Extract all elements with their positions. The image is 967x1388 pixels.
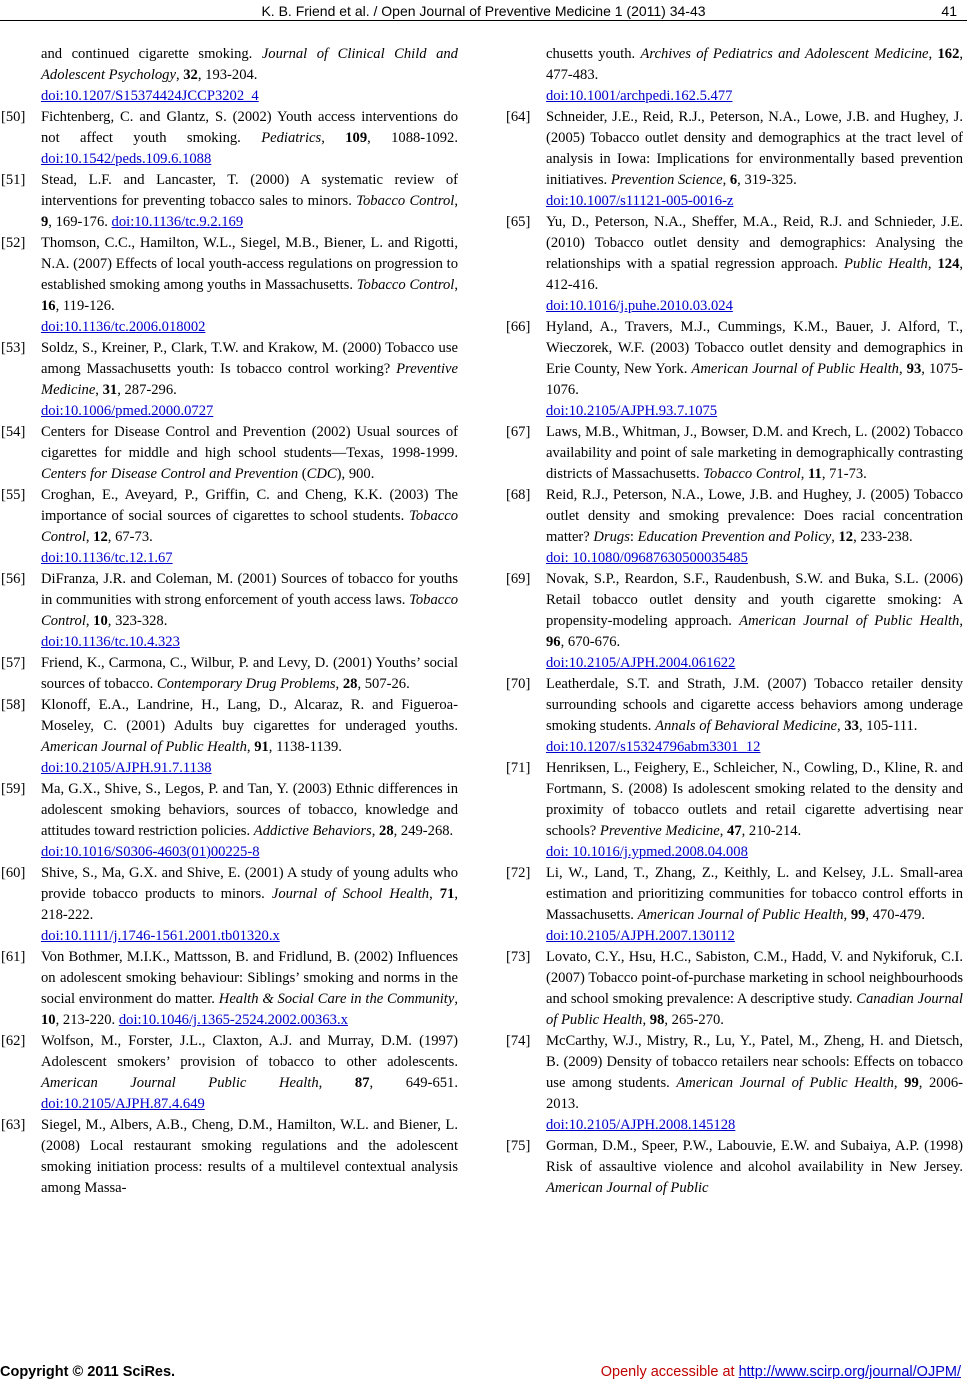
reference-number: [75] [506,1138,531,1154]
reference-text: Croghan, E., Aveyard, P., Griffin, C. and Cheng, K.K. (2003) The importance of social sources of cigarettes to school students. Tobacco Control, 12, 67-73. [41,487,458,545]
reference-entry [1,233,458,338]
open-access-prefix: Openly accessible at [600,1364,739,1380]
reference-entry [506,422,963,485]
reference-text: Reid, R.J., Peterson, N.A., Lowe, J.B. and Hughey, J. (2005) Tobacco outlet density and smoking prevalence: Does racial concentration matter? Drugs: Education Prevention and Policy, 12, 233-238. [546,487,963,545]
header-rule [0,20,967,21]
reference-entry [506,317,963,422]
reference-column-right [506,44,964,1199]
reference-number: [57] [1,655,26,671]
reference-entry [1,653,458,695]
reference-entry [506,1031,963,1136]
doi-link[interactable]: doi:10.1016/S0306-4603(01)00225-8 [41,844,260,860]
reference-number: [58] [1,697,26,713]
reference-entry [6,44,458,107]
reference-text: chusetts youth. Archives of Pediatrics and Adolescent Medicine, 162, 477-483. [546,46,964,83]
reference-number: [74] [506,1033,531,1049]
reference-entry [506,485,963,569]
doi-link[interactable]: doi: 10.1016/j.ypmed.2008.04.008 [546,844,748,860]
reference-number: [61] [1,949,26,965]
doi-link[interactable]: doi:10.1207/S15374424JCCP3202_4 [41,88,259,104]
reference-entry [506,212,964,317]
doi-link[interactable]: doi:10.1136/tc.2006.018002 [41,319,206,335]
reference-text: Lovato, C.Y., Hsu, H.C., Sabiston, C.M., Hadd, V. and Nykiforuk, C.I. (2007) Tobacco point-of-purchase marketing in school neighbourhoods and school smoking prevalence: A descriptive study. Canadian Journal of Public Health, 98, 265-270. [546,949,963,1028]
reference-text: Wolfson, M., Forster, J.L., Claxton, A.J. and Murray, D.M. (1997) Adolescent smokers’ provision of tobacco to other adolescents. American Journal Public Health, 87, 649-651. doi:10.2105/AJPH.87.4.649 [41,1033,458,1112]
reference-text: Thomson, C.C., Hamilton, W.L., Siegel, M.B., Biener, L. and Rigotti, N.A. (2007) Effects of local youth-access regulations on progression to established smoking among youths in Massachusetts. Tobacco Control, 16, 119-126. [41,235,458,314]
reference-entry [1,1115,458,1199]
reference-text: Novak, S.P., Reardon, S.F., Raudenbush, S.W. and Buka, S.L. (2006) Retail tobacco outlet density and youth cigarette smoking: A propensity-modeling approach. American Journal of Public Health, 96, 670-676. [546,571,963,650]
reference-number: [72] [506,865,531,881]
reference-text: Shive, S., Ma, G.X. and Shive, E. (2001) A study of young adults who provide tobacco products to minors. Journal of School Health, 71, 218-222. [41,865,459,923]
reference-entry [1,338,458,422]
reference-entry [1,170,458,233]
reference-entry [506,758,963,863]
reference-number: [63] [1,1117,26,1133]
reference-number: [71] [506,760,531,776]
copyright-notice: Copyright © 2011 SciRes. [0,1364,176,1380]
reference-text: Friend, K., Carmona, C., Wilbur, P. and Levy, D. (2001) Youths’ social sources of tobacco. Contemporary Drug Problems, 28, 507-26. [41,655,458,692]
reference-text: Fichtenberg, C. and Glantz, S. (2002) Youth access interventions do not affect youth smoking. Pediatrics, 109, 1088-1092. doi:10.1542/peds.109.6.1088 [41,109,459,167]
reference-number: [59] [1,781,26,797]
reference-text: Hyland, A., Travers, M.J., Cummings, K.M., Bauer, J. Alford, T., Wieczorek, W.F. (2003) Tobacco outlet density and demographics in Erie County, New York. American Journal of Public Health, 93, 1075-1076. [546,319,963,398]
reference-text: Stead, L.F. and Lancaster, T. (2000) A systematic review of interventions for preventing tobacco sales to minors. Tobacco Control, 9, 169-176. doi:10.1136/tc.9.2.169 [41,172,458,230]
reference-text: Von Bothmer, M.I.K., Mattsson, B. and Fridlund, B. (2002) Influences on adolescent smoking behaviour: Siblings’ smoking and norms in the social environment do matter. Health & Social Care in the Community, 10, 213-220. doi:10.1046/j.1365-2524.2002.00363.x [41,949,458,1028]
reference-entry [1,779,458,863]
reference-text: DiFranza, J.R. and Coleman, M. (2001) Sources of tobacco for youths in communities with strong enforcement of youth access laws. Tobacco Control, 10, 323-328. [41,571,458,629]
reference-entry [1,422,458,485]
reference-number: [70] [506,676,531,692]
reference-entry [1,1031,458,1115]
reference-text: Ma, G.X., Shive, S., Legos, P. and Tan, Y. (2003) Ethnic differences in adolescent smoking behaviors, sources of tobacco, knowledge and attitudes toward restriction policies. Addictive Behaviors, 28, 249-268. [41,781,458,839]
reference-number: [54] [1,424,26,440]
running-header [0,3,967,19]
reference-text: Schneider, J.E., Reid, R.J., Peterson, N.A., Lowe, J.B. and Hughey, J. (2005) Tobacco outlet density and demographics at the tract level of analysis in Iowa: Implications for environmentally based prevention initiatives. Prevention Science, 6, 319-325. [546,109,963,188]
doi-link[interactable]: doi:10.1016/j.puhe.2010.03.024 [546,298,733,314]
reference-text: Gorman, D.M., Speer, P.W., Labouvie, E.W. and Subaiya, A.P. (1998) Risk of assaultive violence and alcohol availability in New Jersey. American Journal of Public [546,1138,963,1196]
reference-number: [52] [1,235,26,251]
reference-number: [66] [506,319,531,335]
doi-link[interactable]: doi:10.2105/AJPH.93.7.1075 [546,403,718,419]
doi-link[interactable]: doi:10.1136/tc.10.4.323 [41,634,180,650]
reference-number: [69] [506,571,531,587]
reference-entry [1,695,458,779]
reference-entry [511,44,963,107]
reference-number: [50] [1,109,26,125]
doi-link[interactable]: doi:10.1207/s15324796abm3301_12 [546,739,761,755]
running-title: K. B. Friend et al. / Open Journal of Preventive Medicine 1 (2011) 34-43 [261,3,706,19]
doi-link[interactable]: doi:10.1007/s11121-005-0016-z [546,193,734,209]
reference-entry [506,863,963,947]
doi-link[interactable]: doi:10.1136/tc.12.1.67 [41,550,173,566]
reference-entry [506,107,963,212]
reference-entry [506,947,963,1031]
reference-number: [62] [1,1033,26,1049]
reference-text: Centers for Disease Control and Prevention (2002) Usual sources of cigarettes for middle and high school students—Texas, 1998-1999. Centers for Disease Control and Prevention (CDC), 900. [41,424,458,482]
reference-text: Siegel, M., Albers, A.B., Cheng, D.M., Hamilton, W.L. and Biener, L. (2008) Local restaurant smoking regulations and the adolescent smoking initiation process: results of a multilevel contextual analysis among Massa- [41,1117,458,1196]
doi-link[interactable]: doi:10.2105/AJPH.2004.061622 [546,655,736,671]
doi-link[interactable]: doi:10.2105/AJPH.2008.145128 [546,1117,736,1133]
reference-entry [1,569,458,653]
reference-entry [1,947,458,1031]
reference-number: [51] [1,172,26,188]
journal-url-link[interactable]: http://www.scirp.org/journal/OJPM/ [738,1364,961,1380]
reference-number: [53] [1,340,26,356]
reference-entry [1,485,458,569]
reference-number: [55] [1,487,26,503]
reference-text: Leatherdale, S.T. and Strath, J.M. (2007) Tobacco retailer density surrounding schools and cigarette access behaviors among underage smoking students. Annals of Behavioral Medicine, 33, 105-111. [546,676,963,734]
reference-text: and continued cigarette smoking. Journal of Clinical Child and Adolescent Psychology, 32, 193-204. [41,46,458,83]
doi-link[interactable]: doi:10.1111/j.1746-1561.2001.tb01320.x [41,928,280,944]
reference-entry [506,674,963,758]
open-access-notice [601,1364,961,1380]
doi-link[interactable]: doi:10.1001/archpedi.162.5.477 [546,88,733,104]
reference-number: [67] [506,424,531,440]
doi-link[interactable]: doi: 10.1080/09687630500035485 [546,550,748,566]
reference-entry [1,863,459,947]
reference-text: Klonoff, E.A., Landrine, H., Lang, D., Alcaraz, R. and Figueroa-Moseley, C. (2001) Adults buy cigarettes for underaged youths. American Journal of Public Health, 91, 1138-1139. [41,697,458,755]
reference-number: [68] [506,487,531,503]
reference-number: [64] [506,109,531,125]
page-number: 41 [941,3,957,19]
reference-text: McCarthy, W.J., Mistry, R., Lu, Y., Patel, M., Zheng, H. and Dietsch, B. (2009) Density of tobacco retailers near schools: Effects on tobacco use among students. American Journal of Public Health, 99, 2006-2013. [546,1033,963,1112]
reference-text: Li, W., Land, T., Zhang, Z., Keithly, L. and Kelsey, J.L. Small-area estimation and prioritizing communities for tobacco control efforts in Massachusetts. American Journal of Public Health, 99, 470-479. [546,865,963,923]
reference-text: Yu, D., Peterson, N.A., Sheffer, M.A., Reid, R.J. and Schnieder, J.E. (2010) Tobacco outlet density and demographics: Analysing the relationships with a spatial regression approach. Public Health, 124, 412-416. [546,214,964,293]
doi-link[interactable]: doi:10.1006/pmed.2000.0727 [41,403,214,419]
reference-column-left [1,44,459,1199]
reference-number: [60] [1,865,26,881]
reference-text: Henriksen, L., Feighery, E., Schleicher, N., Cowling, D., Kline, R. and Fortmann, S. (2008) Is adolescent smoking related to the density and proximity of tobacco outlets and retail cigarette advertising near schools? Preventive Medicine, 47, 210-214. [546,760,963,839]
reference-entry [506,569,963,674]
reference-number: [65] [506,214,531,230]
reference-number: [73] [506,949,531,965]
reference-number: [56] [1,571,26,587]
doi-link[interactable]: doi:10.2105/AJPH.2007.130112 [546,928,735,944]
reference-entry [1,107,459,170]
reference-text: Soldz, S., Kreiner, P., Clark, T.W. and Krakow, M. (2000) Tobacco use among Massachusetts youth: Is tobacco control working? Preventive Medicine, 31, 287-296. [41,340,458,398]
reference-text: Laws, M.B., Whitman, J., Bowser, D.M. and Krech, L. (2002) Tobacco availability and point of sale marketing in demographically contrasting districts of Massachusetts. Tobacco Control, 11, 71-73. [546,424,963,482]
reference-entry [506,1136,963,1199]
doi-link[interactable]: doi:10.2105/AJPH.91.7.1138 [41,760,212,776]
